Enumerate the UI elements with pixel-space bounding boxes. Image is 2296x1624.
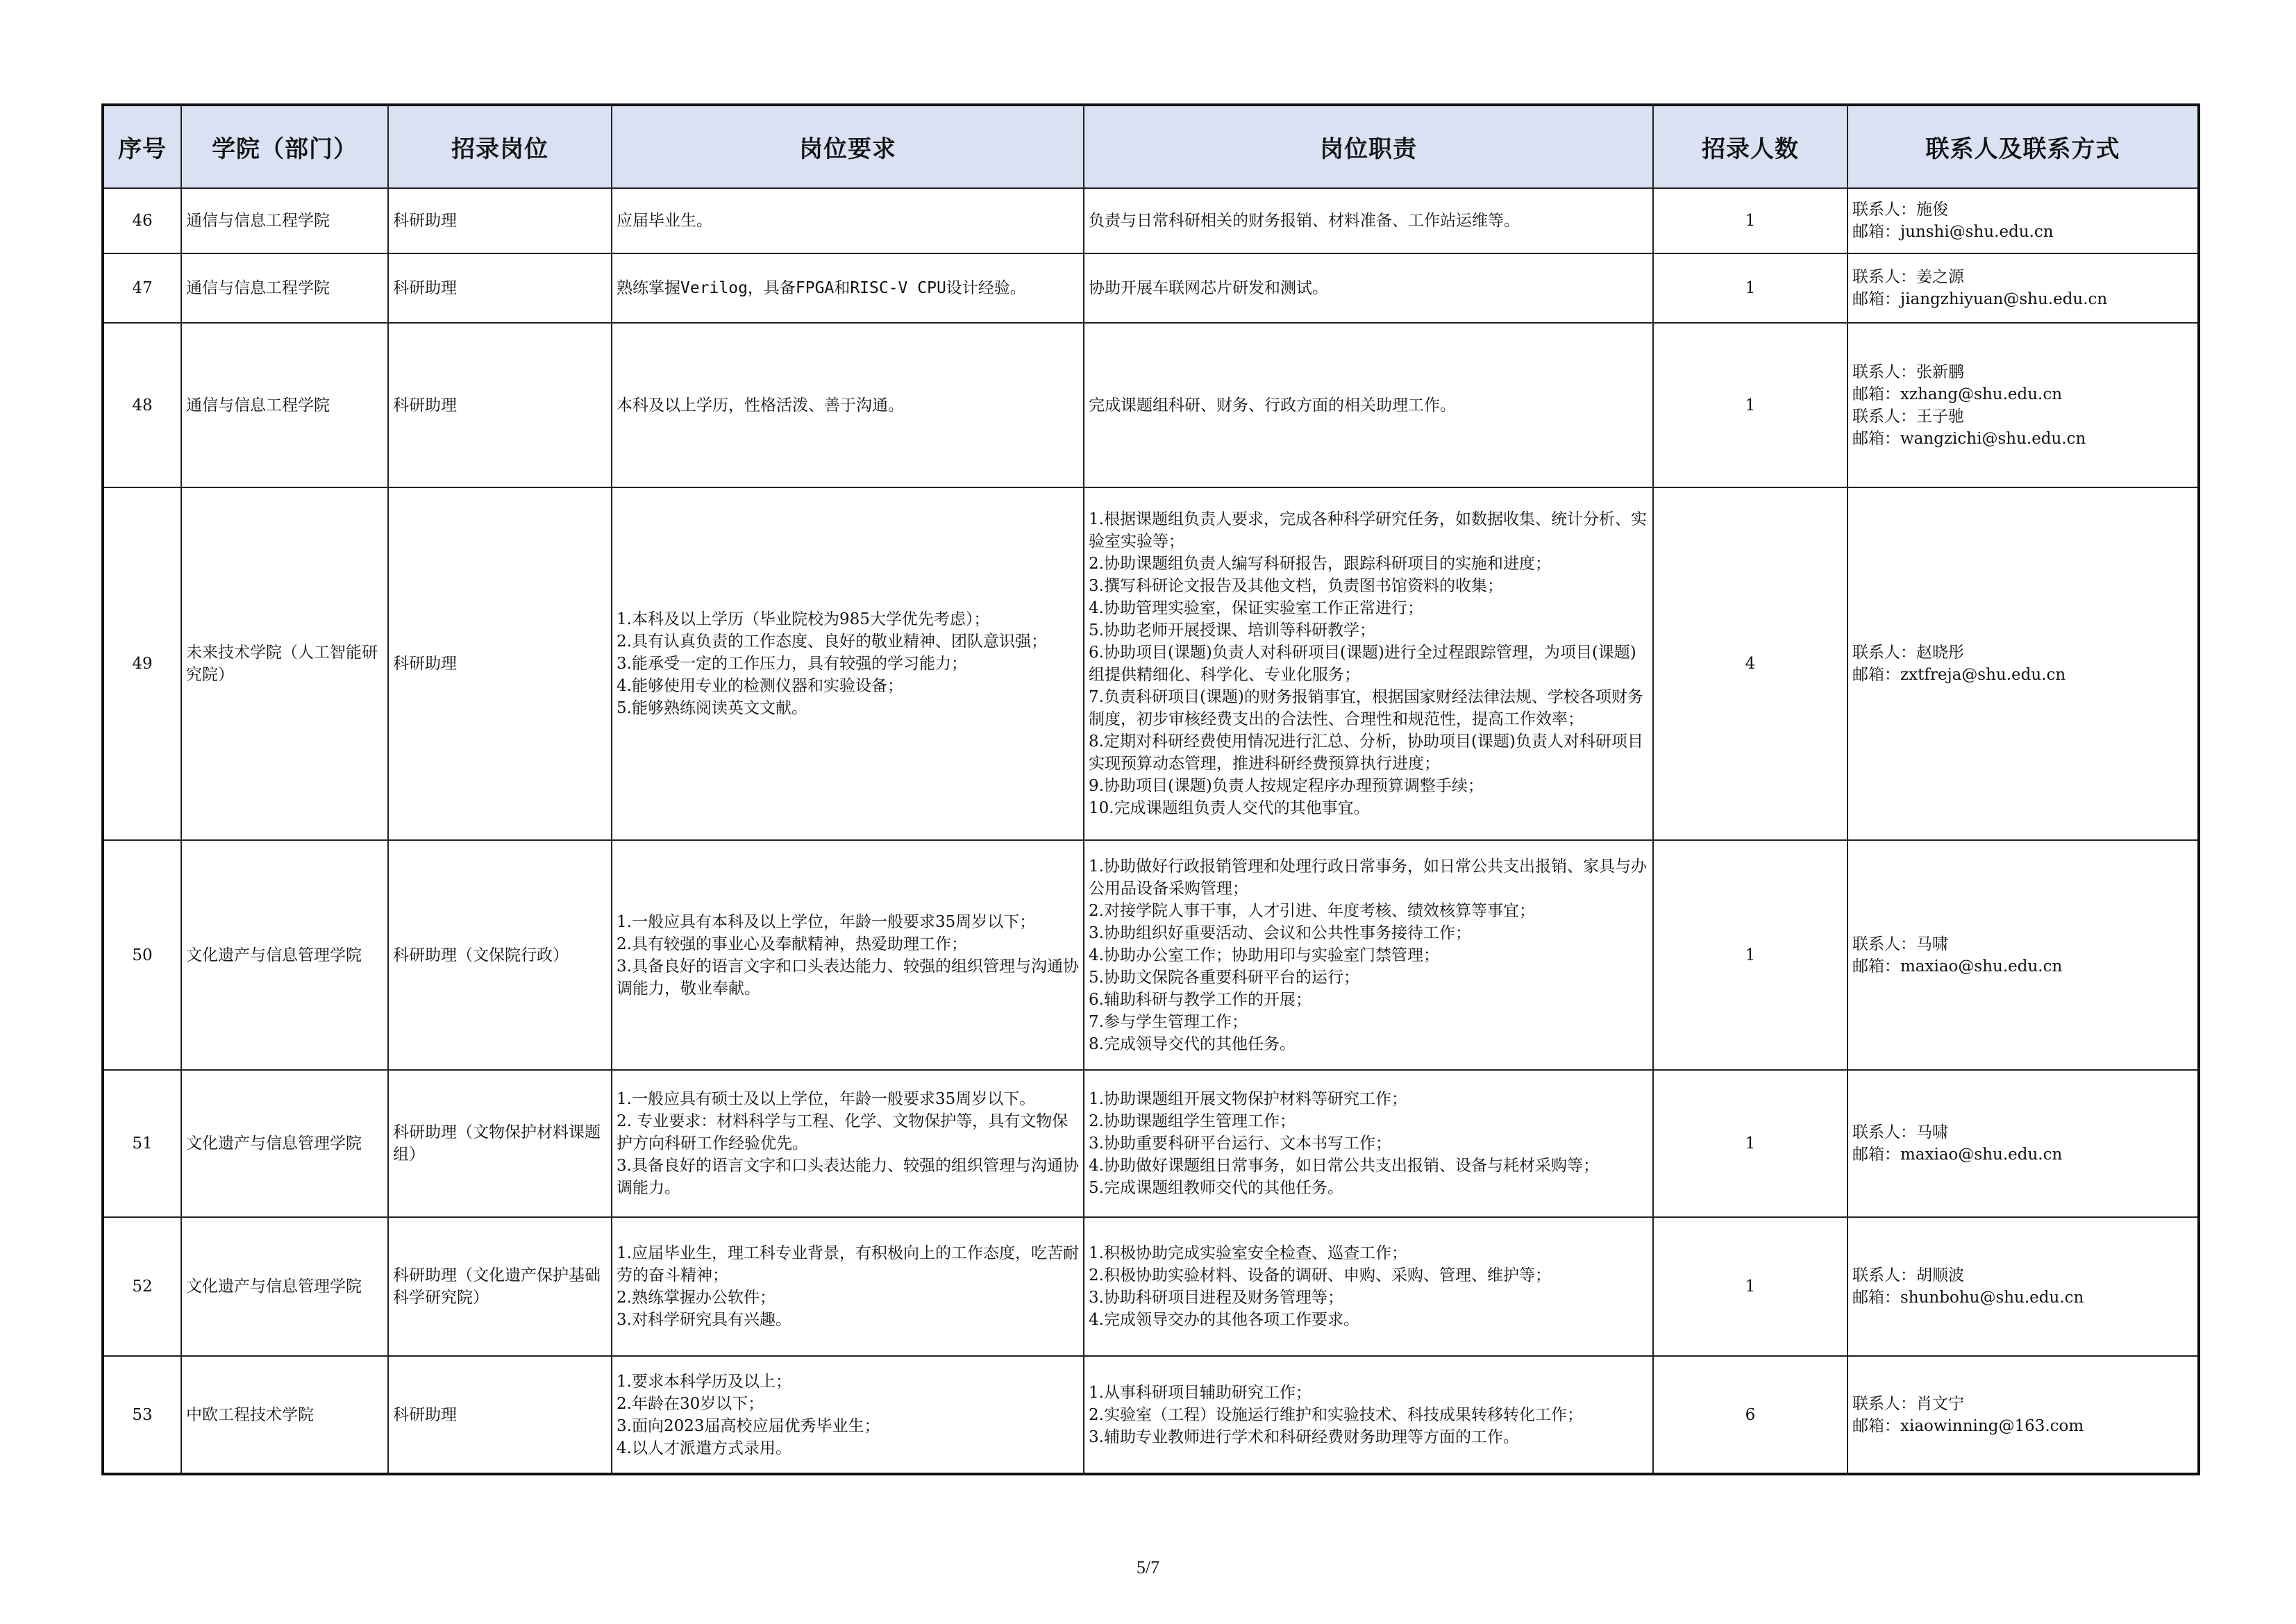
row-requirements: 1.本科及以上学历（毕业院校为985大学优先考虑）； 2.具有认真负责的工作态度、良好的敬业精神、团队意识强； 3.能承受一定的工作压力，具有较强的学习能力； 4.能够使用专业的检测仪器和实验设备； 5.能够熟练阅读英文文献。: [612, 487, 1084, 840]
row-no: 46: [103, 188, 181, 253]
row-count: 1: [1653, 1217, 1847, 1356]
page-number: 5/7: [1136, 1557, 1160, 1577]
row-count: 6: [1653, 1356, 1847, 1474]
header-requirements: 岗位要求: [612, 105, 1084, 188]
row-position: 科研助理: [388, 487, 612, 840]
row-duties: 1.积极协助完成实验室安全检查、巡查工作； 2.积极协助实验材料、设备的调研、申购、采购、管理、维护等； 3.协助科研项目进程及财务管理等； 4.完成领导交办的其他各项工作要求。: [1084, 1217, 1653, 1356]
row-count: 1: [1653, 1070, 1847, 1217]
row-count: 1: [1653, 840, 1847, 1070]
row-contact: 联系人：肖文宁 邮箱：xiaowinning@163.com: [1847, 1356, 2199, 1474]
row-dept: 文化遗产与信息管理学院: [181, 840, 388, 1070]
row-dept: 文化遗产与信息管理学院: [181, 1217, 388, 1356]
row-dept: 通信与信息工程学院: [181, 323, 388, 487]
row-position: 科研助理: [388, 323, 612, 487]
row-dept: 通信与信息工程学院: [181, 188, 388, 253]
row-duties: 完成课题组科研、财务、行政方面的相关助理工作。: [1084, 323, 1653, 487]
row-position: 科研助理（文物保护材料课题组）: [388, 1070, 612, 1217]
row-count: 1: [1653, 323, 1847, 487]
row-count: 1: [1653, 253, 1847, 323]
row-duties: 1.根据课题组负责人要求，完成各种科学研究任务，如数据收集、统计分析、实验室实验等； 2.协助课题组负责人编写科研报告，跟踪科研项目的实施和进度； 3.撰写科研论文报告及其他文档，负责图书馆资料的收集； 4.协助管理实验室，保证实验室工作正常进行； 5.协助老师开展授课、培训等科研教学； 6.协助项目(课题)负责人对科研项目(课题)进行全过程跟踪管理，为项目(课题)组提供精细化、科学化、专业化服务； 7.负责科研项目(课题)的财务报销事宜，根据国家财经法律法规、学校各项财务制度，初步审核经费支出的合法性、合理性和规范性，提高工作效率； 8.定期对科研经费使用情况进行汇总、分析，协助项目(课题)负责人对科研项目实现预算动态管理，推进科研经费预算执行进度； 9.协助项目(课题)负责人按规定程序办理预算调整手续； 10.完成课题组负责人交代的其他事宜。: [1084, 487, 1653, 840]
header-dept: 学院（部门）: [181, 105, 388, 188]
recruitment-table: [101, 103, 2200, 1475]
header-row: [103, 105, 2199, 188]
row-dept: 中欧工程技术学院: [181, 1356, 388, 1474]
row-position: 科研助理: [388, 188, 612, 253]
row-no: 53: [103, 1356, 181, 1474]
row-requirements: 熟练掌握Verilog，具备FPGA和RISC-V CPU设计经验。: [612, 253, 1084, 323]
row-duties: 1.协助做好行政报销管理和处理行政日常事务，如日常公共支出报销、家具与办公用品设备采购管理； 2.对接学院人事干事，人才引进、年度考核、绩效核算等事宜； 3.协助组织好重要活动、会议和公共性事务接待工作； 4.协助办公室工作；协助用印与实验室门禁管理； 5.协助文保院各重要科研平台的运行； 6.辅助科研与教学工作的开展； 7.参与学生管理工作； 8.完成领导交代的其他任务。: [1084, 840, 1653, 1070]
row-contact: 联系人：马啸 邮箱：maxiao@shu.edu.cn: [1847, 1070, 2199, 1217]
table-row: [103, 253, 2199, 323]
row-contact: 联系人：姜之源 邮箱：jiangzhiyuan@shu.edu.cn: [1847, 253, 2199, 323]
row-contact: 联系人：张新鹏 邮箱：xzhang@shu.edu.cn 联系人：王子驰 邮箱：wangzichi@shu.edu.cn: [1847, 323, 2199, 487]
row-count: 4: [1653, 487, 1847, 840]
row-position: 科研助理（文保院行政）: [388, 840, 612, 1070]
row-no: 52: [103, 1217, 181, 1356]
row-duties: 1.从事科研项目辅助研究工作； 2.实验室（工程）设施运行维护和实验技术、科技成果转移转化工作； 3.辅助专业教师进行学术和科研经费财务助理等方面的工作。: [1084, 1356, 1653, 1474]
row-contact: 联系人：胡顺波 邮箱：shunbohu@shu.edu.cn: [1847, 1217, 2199, 1356]
row-contact: 联系人：赵晓彤 邮箱：zxtfreja@shu.edu.cn: [1847, 487, 2199, 840]
row-dept: 通信与信息工程学院: [181, 253, 388, 323]
row-requirements: 1.一般应具有本科及以上学位，年龄一般要求35周岁以下； 2.具有较强的事业心及奉献精神，热爱助理工作； 3.具备良好的语言文字和口头表达能力、较强的组织管理与沟通协调能力，敬业奉献。: [612, 840, 1084, 1070]
row-position: 科研助理: [388, 253, 612, 323]
table-row: [103, 188, 2199, 253]
row-requirements: 应届毕业生。: [612, 188, 1084, 253]
row-duties: 1.协助课题组开展文物保护材料等研究工作； 2.协助课题组学生管理工作； 3.协助重要科研平台运行、文本书写工作； 4.协助做好课题组日常事务，如日常公共支出报销、设备与耗材采购等； 5.完成课题组教师交代的其他任务。: [1084, 1070, 1653, 1217]
row-duties: 协助开展车联网芯片研发和测试。: [1084, 253, 1653, 323]
row-requirements: 1.要求本科学历及以上； 2.年龄在30岁以下； 3.面向2023届高校应届优秀毕业生； 4.以人才派遣方式录用。: [612, 1356, 1084, 1474]
row-position: 科研助理: [388, 1356, 612, 1474]
row-no: 50: [103, 840, 181, 1070]
header-count: 招录人数: [1653, 105, 1847, 188]
row-position: 科研助理（文化遗产保护基础科学研究院）: [388, 1217, 612, 1356]
table-row: [103, 1356, 2199, 1474]
header-no: 序号: [103, 105, 181, 188]
row-duties: 负责与日常科研相关的财务报销、材料准备、工作站运维等。: [1084, 188, 1653, 253]
row-no: 49: [103, 487, 181, 840]
row-contact: 联系人：施俊 邮箱：junshi@shu.edu.cn: [1847, 188, 2199, 253]
header-duties: 岗位职责: [1084, 105, 1653, 188]
row-no: 47: [103, 253, 181, 323]
row-no: 48: [103, 323, 181, 487]
header-contact: 联系人及联系方式: [1847, 105, 2199, 188]
table-row: [103, 487, 2199, 840]
table-row: [103, 1070, 2199, 1217]
row-count: 1: [1653, 188, 1847, 253]
row-requirements: 1.一般应具有硕士及以上学位，年龄一般要求35周岁以下。 2. 专业要求：材料科学与工程、化学、文物保护等，具有文物保护方向科研工作经验优先。 3.具备良好的语言文字和口头表达能力、较强的组织管理与沟通协调能力。: [612, 1070, 1084, 1217]
table-row: [103, 840, 2199, 1070]
row-no: 51: [103, 1070, 181, 1217]
row-contact: 联系人：马啸 邮箱：maxiao@shu.edu.cn: [1847, 840, 2199, 1070]
row-requirements: 本科及以上学历，性格活泼、善于沟通。: [612, 323, 1084, 487]
table-row: [103, 1217, 2199, 1356]
header-position: 招录岗位: [388, 105, 612, 188]
row-dept: 文化遗产与信息管理学院: [181, 1070, 388, 1217]
row-requirements: 1.应届毕业生，理工科专业背景，有积极向上的工作态度，吃苦耐劳的奋斗精神； 2.熟练掌握办公软件； 3.对科学研究具有兴趣。: [612, 1217, 1084, 1356]
row-dept: 未来技术学院（人工智能研究院）: [181, 487, 388, 840]
table-row: [103, 323, 2199, 487]
